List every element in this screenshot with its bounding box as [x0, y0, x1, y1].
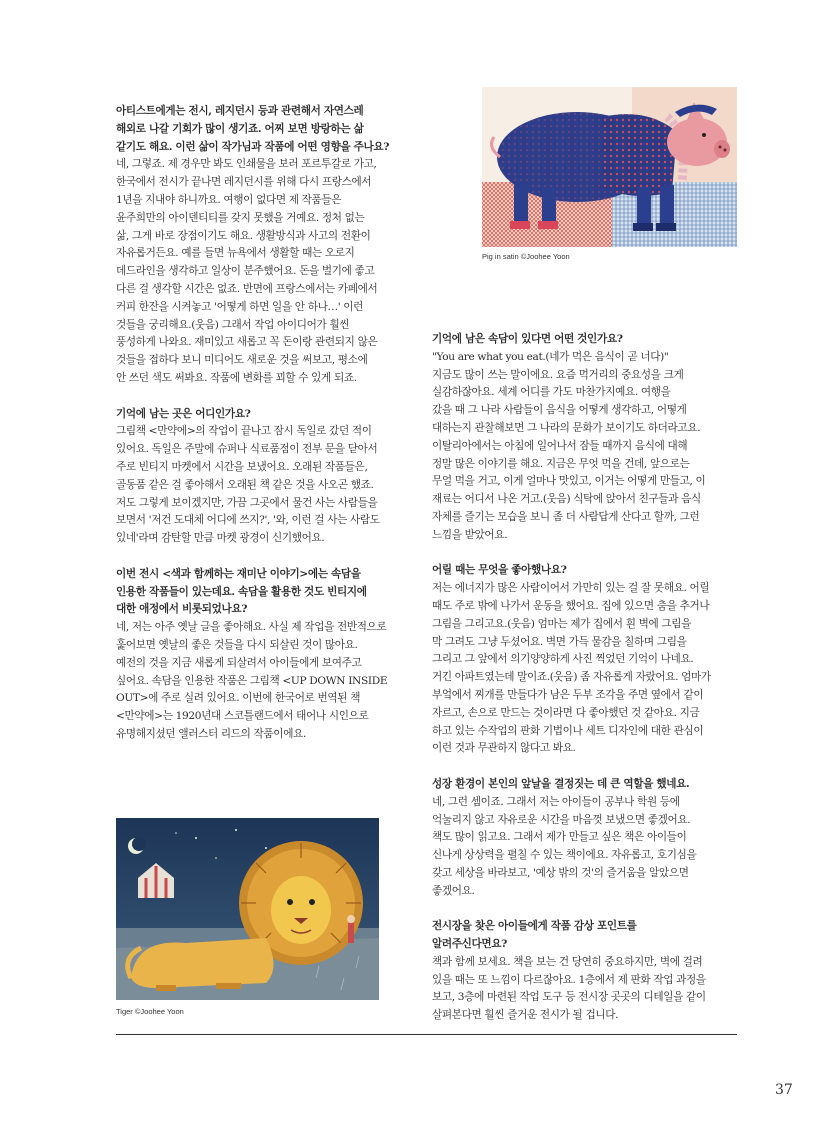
answer-line: 것들을 궁리해요.(웃음) 그래서 작업 아이디어가 훨씬 — [116, 318, 350, 331]
answer-line: 것들을 접하다 보니 미디어도 새로운 것을 써보고, 평소에 — [116, 354, 368, 367]
answer-line: 자르고, 손으로 만드는 것이라면 다 좋아했던 것 같아요. 지금 — [432, 706, 700, 719]
answer-line: 자체를 즐기는 모습을 보니 좀 더 사람답게 산다고 할까, 그런 — [432, 510, 700, 523]
answer-line: 재료는 어디서 나온 거고.(웃음) 식탁에 앉아서 친구들과 음식 — [432, 493, 701, 506]
right-column — [432, 331, 737, 1043]
answer-line: 거긴 아파트였는데 말이죠.(웃음) 좀 자유롭게 자랐어요. 엄마가 — [432, 671, 711, 684]
answer-line: 네, 저는 아주 옛날 글을 좋아해요. 사실 제 작업을 전반적으로 — [116, 621, 387, 634]
answer-line: 보면서 '저건 도대체 어디에 쓰지?', '와, 이런 걸 사는 사람도 — [116, 514, 380, 527]
footer-rule — [116, 1034, 737, 1035]
answer-line: 그림을 그리고요.(웃음) 엄마는 제가 집에서 흰 벽에 그림을 — [432, 617, 692, 630]
answer-line: 자유롭거든요. 예를 들면 뉴욕에서 생활할 때는 오로지 — [116, 247, 355, 260]
answer-line: 유명해지셨던 앨러스터 리드의 작품이에요. — [116, 727, 306, 740]
answer-line: 네, 그런 셈이죠. 그래서 저는 아이들이 공부나 학원 등에 — [432, 795, 680, 808]
question-line: 알려주신다면요? — [432, 938, 508, 951]
answer-line: 하고 있는 수작업의 판화 기법이나 세트 디자인에 대한 관심이 — [432, 724, 704, 737]
answer-line: 그리고 그 앞에서 의기양양하게 사진 찍었던 기억이 나네요. — [432, 653, 694, 666]
answer-line: 갔을 때 그 나라 사람들이 음식을 어떻게 생각하고, 어떻게 — [432, 404, 687, 417]
left-paragraph-3 — [116, 566, 386, 744]
answer-line: 때도 주로 밖에 나가서 운동을 했어요. 집에 있으면 춤을 추거나 — [432, 599, 710, 612]
answer-line: 살펴본다면 훨씬 즐거운 전시가 될 겁니다. — [432, 1009, 619, 1022]
question-line: 이번 전시 <색과 함께하는 재미난 이야기>에는 속담을 — [116, 567, 361, 580]
answer-line: 갖고 세상을 바라보고, '예상 밖의 것'의 즐거움을 알았으면 — [432, 866, 689, 879]
answer-line: 있을 때는 또 느낌이 다르잖아요. 1층에서 제 판화 작업 과정을 — [432, 973, 706, 986]
answer-line: 윤주희만의 아이덴티티를 갖지 못했을 거예요. 정처 없는 — [116, 211, 365, 224]
tiger-illustration — [116, 818, 379, 1000]
answer-line: 1년을 지내야 하니까요. 여행이 없다면 제 작품들은 — [116, 193, 342, 206]
answer-line: 억눌리지 않고 자유로운 시간을 마음껏 보냈으면 좋겠어요. — [432, 813, 691, 826]
left-column — [116, 103, 390, 761]
right-paragraph-1 — [432, 331, 737, 545]
answer-line: 책과 함께 보세요. 책을 보는 건 당연히 중요하지만, 벽에 걸려 — [432, 955, 703, 968]
answer-line: 지금도 많이 쓰는 말이에요. 요즘 먹거리의 중요성을 크게 — [432, 368, 684, 381]
answer-line: 실감하잖아요. 세계 어디를 가도 마찬가지예요. 여행을 — [432, 386, 671, 399]
answer-line: 다른 걸 생각할 시간은 없죠. 반면에 프랑스에서는 카페에서 — [116, 282, 378, 295]
question-line: 어릴 때는 무엇을 좋아했나요? — [432, 564, 567, 577]
answer-line: 대하는지 관찰해보면 그 나라의 문화가 보이기도 하더라고요. — [432, 421, 701, 434]
question-line: 성장 환경이 본인의 앞날을 결정짓는 데 큰 역할을 했네요. — [432, 777, 690, 790]
answer-line: 있네'라며 감탄할 만큼 마켓 광경이 신기했어요. — [116, 532, 325, 545]
question-line: 해외로 나갈 기회가 많이 생기죠. 어찌 보면 방랑하는 삶 — [116, 122, 364, 135]
question-line: 인용한 작품들이 있는데요. 속담을 활용한 것도 빈티지에 — [116, 585, 367, 598]
answer-line: 정말 많은 이야기를 해요. 지금은 무엇 먹을 건데, 앞으로는 — [432, 457, 690, 470]
pig-artwork — [482, 87, 737, 247]
tiger-artwork — [116, 818, 379, 1000]
question-line: 아티스트에게는 전시, 레지던시 등과 관련해서 자연스레 — [116, 105, 364, 117]
answer-line: 풍성하게 나와요. 재미있고 새롭고 꼭 돈이랑 관련되지 않은 — [116, 336, 378, 349]
answer-line: 골동품 같은 걸 좋아해서 오래된 책 같은 것을 사오곤 했죠. — [116, 478, 374, 491]
question-line: 같기도 해요. 이런 삶이 작가님과 작품에 어떤 영향을 주나요? — [116, 140, 390, 153]
answer-line: 책도 많이 읽고요. 그래서 제가 만들고 싶은 책은 아이들이 — [432, 831, 687, 844]
answer-line: 예전의 것을 지금 새롭게 되살려서 아이들에게 보여주고 — [116, 656, 362, 669]
question-line: 전시장을 찾은 아이들에게 작품 감상 포인트를 — [432, 920, 637, 933]
answer-line: 이런 것과 무관하지 않다고 봐요. — [432, 742, 576, 755]
answer-line: 그림책 <만약에>의 작업이 끝나고 잠시 독일로 갔던 적이 — [116, 425, 372, 438]
answer-line: 네, 그렇죠. 제 경우만 봐도 인쇄물을 보러 포르투갈로 가고, — [116, 158, 377, 171]
answer-line: 데드라인을 생각하고 일상이 분주했어요. 돈을 벌기에 좋고 — [116, 265, 375, 278]
right-paragraph-3 — [432, 776, 737, 901]
left-paragraph-2 — [116, 406, 386, 548]
right-paragraph-2 — [432, 562, 737, 758]
answer-line: 좋겠어요. — [432, 884, 475, 897]
answer-line: OUT>에 주로 실려 있어요. 이번에 한국어로 번역된 책 — [116, 692, 361, 705]
answer-line: 느낌을 받았어요. — [432, 528, 508, 541]
answer-line: 무얼 먹을 거고, 이게 얼마나 맛있고, 이거는 어떻게 만들고, 이 — [432, 475, 706, 488]
answer-line: 신나게 상상력을 펼칠 수 있는 책이에요. 자유롭고, 호기심을 — [432, 849, 697, 862]
answer-line: <만약에>는 1920년대 스코틀랜드에서 태어나 시인으로 — [116, 710, 369, 723]
answer-line: 커피 한잔을 시켜놓고 '어떻게 하면 일을 안 하나…' 이런 — [116, 300, 364, 313]
pig-in-satin-illustration — [482, 87, 737, 247]
answer-line: 저는 에너지가 많은 사람이어서 가만히 있는 걸 잘 못해요. 어릴 — [432, 582, 710, 595]
tiger-caption: Tiger ©Joohee Yoon — [116, 1007, 184, 1016]
page-number: 37 — [775, 1082, 793, 1098]
question-line: 기억에 남은 속담이 있다면 어떤 것인가요? — [432, 333, 623, 345]
answer-line: 이탈리아에서는 아침에 일어나서 잠들 때까지 음식에 대해 — [432, 439, 688, 452]
answer-line: 있어요. 독일은 주말에 슈퍼나 식료품점이 전부 문을 닫아서 — [116, 443, 378, 456]
answer-line: 삶, 그게 바로 장점이기도 해요. 생활방식과 사고의 전환이 — [116, 229, 371, 242]
answer-line: 보고, 3층에 마련된 작업 도구 등 전시장 곳곳의 디테일을 같이 — [432, 991, 706, 1004]
answer-line: 싶어요. 속담을 인용한 작품은 그림책 <UP DOWN INSIDE — [116, 674, 388, 687]
question-line: 기억에 남는 곳은 어디인가요? — [116, 407, 251, 420]
answer-line: 주로 빈티지 마켓에서 시간을 보냈어요. 오래된 작품들은, — [116, 460, 368, 473]
answer-line: 훑어보면 옛날의 좋은 것들을 다시 되살린 것이 많아요. — [116, 638, 358, 651]
answer-line: 부엌에서 찌개를 만들다가 남은 두부 조각을 주면 옆에서 같이 — [432, 688, 704, 701]
right-paragraph-4 — [432, 918, 737, 1025]
question-line: 대한 애정에서 비롯되었나요? — [116, 603, 248, 616]
pig-caption: Pig in satin ©Joohee Yoon — [482, 252, 570, 261]
left-paragraph-1 — [116, 103, 390, 388]
answer-line: 저도 그렇게 보이겠지만, 가끔 그곳에서 물건 사는 사람들을 — [116, 496, 378, 509]
answer-line: "You are what you eat.(네가 먹은 음식이 곧 너다)" — [432, 350, 669, 363]
answer-line: 한국에서 전시가 끝나면 레지던시를 위해 다시 프랑스에서 — [116, 176, 372, 189]
answer-line: 막 그려도 그냥 두셨어요. 벽면 가득 물감을 칠하며 그림을 — [432, 635, 687, 648]
answer-line: 안 쓰던 색도 써봐요. 작품에 변화를 꾀할 수 있게 되죠. — [116, 371, 357, 384]
